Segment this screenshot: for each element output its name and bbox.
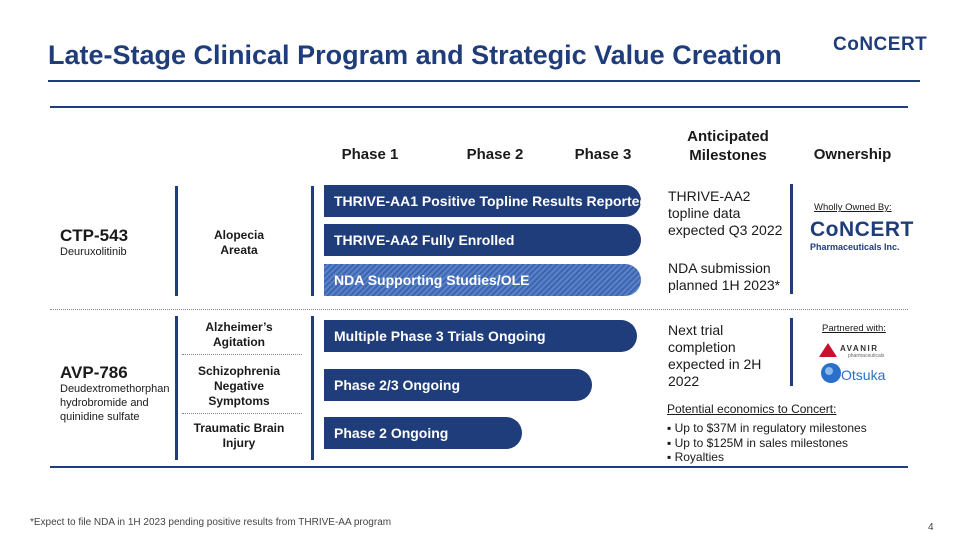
avanir-mark-icon [818,342,838,358]
header-ownership: Ownership [813,146,892,163]
avp786-left-bar [175,316,178,460]
title-divider [48,80,920,82]
economics-item-2: Up to $125M in sales milestones [674,435,849,450]
avp786-phase-divider [311,316,314,460]
avp786-indication-3-line1: Traumatic Brain [193,421,285,435]
avp786-bar-phase2: Phase 2 Ongoing [324,417,522,449]
avp786-indication-tbi [179,421,299,451]
table-bottom-rule [50,466,908,468]
avp786-bar-phase3-trials: Multiple Phase 3 Trials Ongoing [324,320,637,352]
otsuka-mark-icon [820,362,842,384]
avp786-generic-line3: quinidine sulfate [60,411,140,423]
page-number: 4 [928,522,934,533]
avp786-indication-3-line2: Injury [222,436,256,450]
row-divider [50,309,908,310]
avanir-logo-sub: pharmaceuticals [848,353,885,359]
avp786-generic-line1: Deudextromethorphan [60,383,170,395]
indication-divider [182,354,302,355]
avp786-generic [60,382,169,424]
avp786-generic-line2: hydrobromide and [60,397,149,409]
ctp543-milestone-1-line3: expected Q3 2022 [668,222,783,238]
ctp543-bar-thrive-aa1: THRIVE-AA1 Positive Topline Results Reported [324,185,641,217]
avp786-milestone-line3: expected in 2H [668,356,762,372]
avp786-indication-alzheimers [179,320,299,350]
header-phase3: Phase 3 [574,146,632,163]
header-milestones-line1: Anticipated [687,128,769,145]
concert-pharma-logo: CoNCERT [810,218,914,241]
ctp543-milestone-1-line2: topline data [668,205,741,221]
ctp543-milestone-1-line1: THRIVE-AA2 [668,188,751,204]
header-phase2: Phase 2 [466,146,524,163]
list-item: ▪ Royalties [667,450,724,464]
table-top-rule [50,106,908,108]
ctp543-name: CTP-543 [60,226,129,245]
indication-divider [182,413,302,414]
ctp543-phase-divider [311,186,314,296]
ctp543-bar-nda-ole: NDA Supporting Studies/OLE [324,264,641,296]
avp786-milestone-line1: Next trial [668,322,724,338]
avp786-indication-1-line1: Alzheimer’s [205,320,273,334]
header-milestones [668,127,788,165]
avp786-indication-2-line2: Negative [213,379,265,393]
economics-title: Potential economics to Concert: [667,402,837,416]
economics-list [667,421,867,465]
otsuka-logo [818,362,898,386]
avp786-indication-1-line2: Agitation [213,335,265,349]
ctp543-left-bar [175,186,178,296]
page-title: Late-Stage Clinical Program and Strategic Value Creation [48,40,782,70]
avanir-logo [818,342,898,360]
avp786-indication-schizophrenia [179,364,299,409]
avp786-partner-label: Partnered with: [822,323,886,334]
list-item: ▪ Up to $37M in regulatory milestones [667,421,867,435]
avp786-name: AVP-786 [60,363,128,382]
avp786-milestone-line2: completion [668,339,736,355]
list-item: ▪ Up to $125M in sales milestones [667,435,849,450]
footnote: *Expect to file NDA in 1H 2023 pending positive results from THRIVE-AA program [30,517,392,528]
ctp543-milestone-2-line2: planned 1H 2023* [668,277,781,293]
header-phase1: Phase 1 [341,146,399,163]
ctp543-ownership-bar [790,184,793,294]
avp786-milestone [668,322,761,390]
economics-item-1: Up to $37M in regulatory milestones [674,421,867,435]
ctp543-ownership-label: Wholly Owned By: [814,202,892,213]
ctp543-bar-thrive-aa2: THRIVE-AA2 Fully Enrolled [324,224,641,256]
ctp543-milestone-1 [668,188,782,239]
otsuka-logo-text: Otsuka [841,367,886,383]
avp786-indication-2-line3: Symptoms [208,394,270,408]
concert-pharma-logo-sub: Pharmaceuticals Inc. [810,242,900,252]
concert-logo: CoNCERT [833,34,928,55]
ctp543-ownership-logo [810,218,914,252]
avp786-indication-2-line1: Schizophrenia [197,364,280,378]
ctp543-milestone-2-line1: NDA submission [668,260,771,276]
ctp543-generic: Deuruxolitinib [60,246,127,258]
economics-item-3: Royalties [674,450,724,464]
ctp543-indication-line1: Alopecia [213,228,264,242]
ctp543-indication [179,228,299,258]
header-milestones-line2: Milestones [689,147,767,164]
avp786-bar-phase23: Phase 2/3 Ongoing [324,369,592,401]
avp786-milestone-line4: 2022 [668,373,700,389]
avanir-logo-text: AVANIR [840,344,879,353]
ctp543-indication-line2: Areata [220,243,258,257]
ctp543-milestone-2 [668,260,780,294]
avp786-partner-bar [790,318,793,386]
